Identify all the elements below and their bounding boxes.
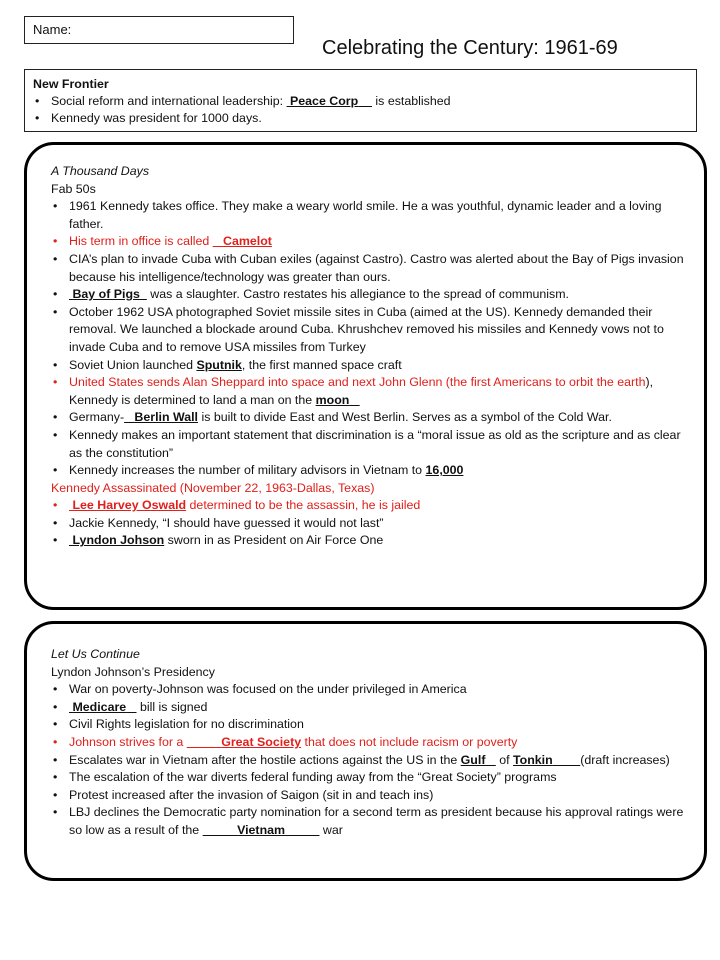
list-item (51, 409, 684, 427)
item-text: His term in office is called (69, 234, 213, 249)
name-field[interactable] (24, 16, 294, 44)
item-text: was a slaughter. Castro restates his allegiance to the spread of communism. (146, 287, 570, 302)
list-item: • War on poverty-Johnson was focused on the under privileged in America (51, 681, 684, 699)
list-item: • Kennedy makes an important statement that discrimination is a “moral issue as old as the scripture and as clear as the constitution” (51, 427, 684, 462)
list-item: • October 1962 USA photographed Soviet missile sites in Cuba (aimed at the US). Kennedy demanded their removal. We launched a blockade around Cuba. Khrushchev removed his missiles and Kennedy vows not to invade Cuba and to remove USA missiles from Turkey (51, 304, 684, 357)
fill-blank: Tonkin (513, 752, 553, 767)
list-item: • Jackie Kennedy, “I should have guessed it would not last” (51, 515, 684, 533)
fill-blank: Lee Harvey Oswald (72, 498, 187, 513)
item-text: , the first manned space craft (241, 357, 402, 372)
section-title: A Thousand Days (51, 164, 150, 178)
item-text: ), Kennedy is determined to land a man on the (69, 375, 654, 407)
item-text: LBJ declines the Democratic party nomination for a second term as president because his approval ratings were so low as a result of the (69, 805, 684, 837)
item-text: is established (371, 94, 451, 108)
section-subtitle: Fab 50s (51, 181, 96, 196)
list-item: • Civil Rights legislation for no discrimination (51, 716, 684, 734)
list-item: • The escalation of the war diverts federal funding away from the “Great Society” programs (51, 769, 684, 787)
list-item: • CIA’s plan to invade Cuba with Cuban exiles (against Castro). Castro was alerted about the Bay of Pigs invasion because his intelligence/technology was greater than ours. (51, 251, 684, 286)
item-text: that does not include racism or poverty (301, 734, 518, 749)
item-text: Kennedy increases the number of military advisors in Vietnam to (69, 463, 426, 478)
fill-blank: Sputnik (196, 357, 242, 372)
new-frontier-heading: New Frontier (33, 77, 109, 91)
let-us-continue-list (51, 681, 684, 839)
let-us-continue-panel (24, 621, 707, 881)
item-text: Escalates war in Vietnam after the hostile actions against the US in the (69, 752, 461, 767)
assassination-list (51, 497, 684, 550)
name-label: Name: (33, 22, 72, 37)
item-text: of (495, 752, 513, 767)
list-item (51, 752, 684, 770)
fill-blank: Bay of Pigs (72, 287, 140, 302)
item-text: is built to divide East and West Berlin. Serves as a symbol of the Cold War. (198, 410, 612, 425)
fill-blank: Gulf (460, 752, 486, 767)
fill-blank: Medicare (72, 699, 127, 714)
list-item (33, 93, 688, 110)
list-item (51, 233, 684, 251)
item-text: Soviet Union launched (69, 357, 197, 372)
item-text: (draft increases) (580, 752, 670, 767)
list-item (51, 497, 684, 515)
item-text-red: United States sends Alan Sheppard into space and next John Glenn (the first Americans to orbit the earth (69, 375, 646, 390)
item-text: bill is signed (136, 699, 208, 714)
fill-blank: moon (315, 392, 350, 407)
item-text: war (319, 822, 343, 837)
section-title: Let Us Continue (51, 647, 140, 661)
fill-blank: Vietnam (237, 822, 286, 837)
fill-blank: Peace Corp (290, 94, 359, 108)
assassination-heading: Kennedy Assassinated (November 22, 1963-Dallas, Texas) (51, 480, 375, 495)
thousand-days-panel (24, 142, 707, 610)
fill-blank: 16,000 (425, 463, 464, 478)
item-text: determined to be the assassin, he is jailed (186, 498, 421, 513)
new-frontier-box (24, 69, 697, 132)
fill-blank: Great Society (221, 734, 302, 749)
fill-blank: Camelot (223, 234, 272, 249)
list-item: • 1961 Kennedy takes office. They make a weary world smile. He a was youthful, dynamic leader and a loving father. (51, 198, 684, 233)
new-frontier-list (33, 93, 688, 127)
list-item (51, 734, 684, 752)
list-item (51, 462, 684, 480)
thousand-days-list (51, 198, 684, 480)
list-item (51, 699, 684, 717)
list-item (51, 286, 684, 304)
item-text: Johnson strives for a (69, 734, 187, 749)
fill-blank: Lyndon Johson (72, 533, 165, 548)
item-text: Germany- (69, 410, 125, 425)
list-item: • Protest increased after the invasion of Saigon (sit in and teach ins) (51, 787, 684, 805)
list-item (51, 804, 684, 839)
list-item (51, 532, 684, 550)
list-item (51, 357, 684, 375)
section-subtitle: Lyndon Johnson’s Presidency (51, 664, 215, 679)
fill-blank: Berlin Wall (134, 410, 198, 425)
list-item (51, 374, 684, 409)
page-title: Celebrating the Century: 1961-69 (322, 37, 618, 59)
item-text: Social reform and international leadership: (51, 94, 287, 108)
item-text: sworn in as President on Air Force One (164, 533, 384, 548)
list-item: • Kennedy was president for 1000 days. (33, 110, 688, 127)
